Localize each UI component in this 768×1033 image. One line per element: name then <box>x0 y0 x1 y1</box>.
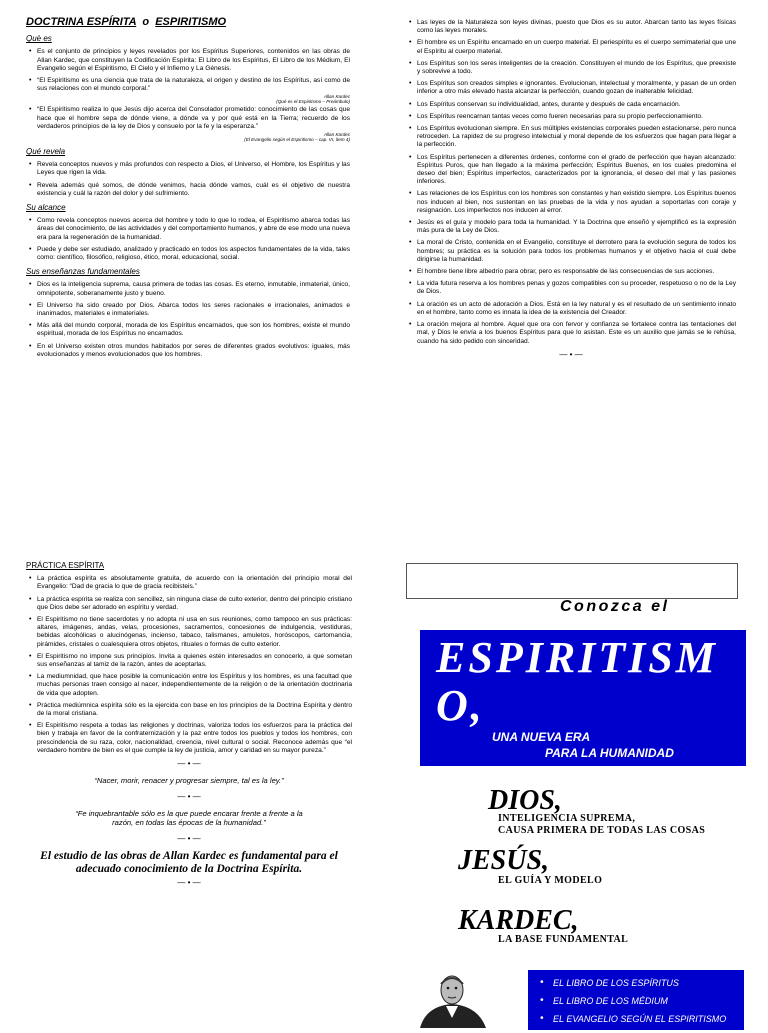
list-item: • Las leyes de la Naturaleza son leyes divinas, puesto que Dios es su autor. Abarcan tanto las leyes físicas como las leyes morales. <box>406 19 736 35</box>
book-item: • EL LIBRO DE LOS ESPÍRITUS <box>540 978 744 988</box>
list-item: • “El Espiritismo es una ciencia que trata de la naturaleza, el origen y destino de los Espíritus, así como de sus relaciones con el mundo corporal.” Allan Kardec (Qué es el Espiritismo – Preámbulo) <box>26 77 350 104</box>
reference-author: Allan Kardec <box>323 94 350 100</box>
heading-dios-sub1: INTELIGENCIA SUPREMA, <box>498 813 636 824</box>
list-item: • Los Espíritus conservan su individualidad, antes, durante y después de cada encarnación. <box>406 101 736 109</box>
list-ensenanzas-continued <box>406 19 736 346</box>
section-heading-que-es: Què es <box>26 34 52 44</box>
list-item: • Es el conjunto de principios y leyes revelados por los Espíritus Superiores, contenidos en las obras de Allan Kardec, que constituyen la Codificación Espírita: El Libro de los Espíritus, El Libro de los Médium, El Evangelio según el Espiritismo, El Cielo y el Infierno y La Génesis. <box>26 48 350 73</box>
heading-jesus: JESÚS, <box>458 845 550 876</box>
reference-author: Allan Kardec <box>323 132 350 138</box>
banner-title: ESPIRITISM O, <box>436 633 718 730</box>
list-item: • Los Espíritus pertenecen a diferentes órdenes, conforme con el grado de perfección que hayan alcanzado: Espíritus Puros, que han llegado a la máxima perfección; Espíritus Buenos, en los cuales predomina el deseo del bien; Espíritus imperfectos, caracterizados por la ignorancia, el deseo del mal y las pasiones inferiores. <box>406 154 736 187</box>
quote: “Nacer, morir, renacer y progresar siempre, tal es la ley.” <box>94 776 284 786</box>
separator: — • — <box>177 877 201 887</box>
list-item: • La mediumnidad, que hace posible la comunicación entre los Espíritus y los hombres, es una facultad que muchas personas traen consigo al nacer, independientemente de la religión o de la orientación doctrinaria de vida que adopten. <box>26 673 352 698</box>
heading-kardec-sub: LA BASE FUNDAMENTAL <box>498 934 629 945</box>
separator: — • — <box>559 349 583 359</box>
list-item: • El Espiritismo respeta a todas las religiones y doctrinas, valoriza todos los esfuerzos para la práctica del bien y trabaja en favor de la confraternización y la paz entre todos los pueblos y todos los hombres, con prescindencia de su raza, color, nacionalidad, creencia, nivel cultural o social. Reconoce además que “el verdadero hombre de bien es el que cumple la ley de justicia, amor y caridad en su mayor pureza.” <box>26 722 352 755</box>
list-item: • La práctica espírita es absolutamente gratuita, de acuerdo con la orientación del principio moral del Evangelio: “Dad de gracia lo que de gracia recibisteis.” <box>26 575 352 591</box>
separator: — • — <box>177 834 201 844</box>
book-item: • EL EVANGELIO SEGÚN EL ESPIRITISMO <box>540 1014 744 1024</box>
list-que-revela <box>26 161 350 198</box>
list-item: • Práctica mediúmnica espírita sólo es la ejercida con base en los principios de la Doctrina Espírita y dentro de la moral cristiana. <box>26 702 352 718</box>
reference-source: (El Evangelio según el Espiritismo – cap. VI, ítem 4) <box>244 137 350 143</box>
list-item: • La moral de Cristo, contenida en el Evangelio, constituye el derrotero para la evolución segura de todos los hombres; su práctica es la solución para todos los problemas humanos y el objetivo hacia el cual debe dirigirse la humanidad. <box>406 239 736 264</box>
list-item: • Más allá del mundo corporal, morada de los Espíritus encarnados, que son los hombres, existe el mundo espiritual, morada de los Espíritus no encarnados. <box>26 322 350 338</box>
list-item: • “El Espiritismo realiza lo que Jesús dijo acerca del Consolador prometido: conocimiento de las cosas que hace que el hombre sepa de dónde viene, a dónde va y por qué está en la Tierra; recuerdo de los verdaderos principios de la ley de Dios y consuelo por la fe y la esperanza.” Allan Kardec (El Evangelio según el Espiritismo – cap. VI, ítem 4) <box>26 106 350 142</box>
books-list-panel <box>528 970 744 1030</box>
list-item: • Las relaciones de los Espíritus con los hombres son constantes y han existido siempre. Los Espíritus buenos nos inducen al bien, nos sustentan en las pruebas de la vida y nos ayudan a soportarlas con coraje y resignación. Los imperfectos nos inducen al error. <box>406 190 736 215</box>
list-que-es <box>26 48 350 142</box>
list-item: • Jesús es el guía y modelo para toda la humanidad. Y la Doctrina que enseñó y ejemplificó es la expresión más pura de la Ley de Dios. <box>406 219 736 235</box>
list-item: • Revela conceptos nuevos y más profundos con respecto a Dios, el Universo, el Hombre, los Espíritus y las Leyes que rigen la vida. <box>26 161 350 177</box>
list-item: • La vida futura reserva a los hombres penas y gozos compatibles con su proceder, respetuoso o no de la Ley de Dios. <box>406 280 736 296</box>
list-item: • Los Espíritus reencarnan tantas veces como fueren necesarias para su propio perfeccionamiento. <box>406 113 736 121</box>
heading-dios: DIOS, <box>488 785 562 816</box>
right-top-column <box>406 19 736 365</box>
list-item: • En el Universo existen otros mundos habitados por seres de diferentes grados evolutivos: iguales, más evolucionados y menos evolucionados que los hombres. <box>26 343 350 359</box>
list-item: • La oración mejora al hombre. Aquel que ora con fervor y confianza se fortalece contra las tentaciones del mal, y Dios le envía a los buenos Espíritus para que lo asistan. Este es un auxilio que jamás se le rehúsa, cuando ha sido pedido con sinceridad. <box>406 321 736 346</box>
heading-kardec: KARDEC, <box>458 905 579 936</box>
list-item: • Los Espíritus son creados simples e ignorantes. Evolucionan, intelectual y moralmente, y pasan de un orden inferior a otro más elevado hasta alcanzar la perfección, cuando gozan de inalterable felicidad. <box>406 80 736 96</box>
list-item: • Los Espíritus evolucionan siempre. En sus múltiples existencias corporales pueden estacionarse, pero nunca retroceden. La rapidez de su progreso intelectual y moral depende de los esfuerzos que hagan para llegar a la perfección. <box>406 125 736 150</box>
list-item: • El Universo ha sido creado por Dios. Abarca todos los seres racionales e irracionales, animados e inanimados, materiales e inmateriales. <box>26 302 350 318</box>
list-item: • El hombre tiene libre albedrío para obrar, pero es responsable de las consecuencias de sus acciones. <box>406 268 736 276</box>
title-banner <box>420 630 746 766</box>
banner-subtitle-2: PARA LA HUMANIDAD <box>545 746 674 760</box>
document-title: DOCTRINA ESPÍRITA o ESPIRITISMO <box>26 16 227 28</box>
list-item: • Revela además qué somos, de dónde venimos, hacia dónde vamos, cuál es el objetivo de nuestra existencia y cuál la razón del dolor y del sufrimiento. <box>26 182 350 198</box>
quote: “Fe inquebrantable sólo es la que puede encarar frente a frente a la razón, en todas las épocas de la humanidad.” <box>75 809 303 828</box>
cover-tagline: Conozca el <box>560 598 670 615</box>
list-su-alcance <box>26 217 350 262</box>
section-heading-ensenanzas: Sus enseñanzas fundamentales <box>26 267 140 277</box>
list-ensenanzas <box>26 281 350 359</box>
list-item: • Puede y debe ser estudiado, analizado y practicado en todos los aspectos fundamentales de la vida, tales como: científico, filosófico, religioso, ético, moral, educacional, social. <box>26 246 350 262</box>
section-heading-practica: PRÁCTICA ESPÍRITA <box>26 561 105 570</box>
left-bottom-column <box>26 562 352 893</box>
list-item: • Dios es la inteligencia suprema, causa primera de todas las cosas. Es eterno, inmutable, inmaterial, único, omnipotente, soberanamente justo y bueno. <box>26 281 350 297</box>
separator: — • — <box>177 792 201 802</box>
section-heading-su-alcance: Su alcance <box>26 203 66 213</box>
list-item: • Como revela conceptos nuevos acerca del hombre y todo lo que lo rodea, el Espiritismo abarca todas las áreas del conocimiento, de las actividades y del comportamiento humanos, y abre de ese modo una nueva era para la regeneración de la humanidad. <box>26 217 350 242</box>
heading-jesus-sub: EL GUÍA Y MODELO <box>498 875 603 886</box>
list-item: • El Espiritismo no tiene sacerdotes y no adopta ni usa en sus reuniones, como tampoco en sus prácticas: altares, imágenes, andas, velas, procesiones, sacramentos, concesiones de indulgencia, vestiduras, bebidas alcohólicas o alucinógenas, incienso, tabaco, talismanes, amuletos, horóscopos, cartomancia, pirámides, cristales o cualesquiera otros objetos, rituales o formas de culto exterior. <box>26 616 352 649</box>
banner-subtitle-1: UNA NUEVA ERA <box>492 730 591 744</box>
separator: — • — <box>177 759 201 769</box>
heading-dios-sub2: CAUSA PRIMERA DE TODAS LAS COSAS <box>498 825 706 836</box>
left-top-column <box>26 18 350 363</box>
list-practica <box>26 575 352 755</box>
blank-frame <box>406 563 738 599</box>
list-item: • La práctica espírita se realiza con sencillez, sin ninguna clase de culto exterior, dentro del principio cristiano que Dios debe ser adorado en espíritu y verdad. <box>26 596 352 612</box>
list-item: • El Espiritismo no impone sus principios. Invita a quienes estén interesados en conocerlo, a que sometan sus enseñanzas al tamiz de la razón, antes de aceptarlas. <box>26 653 352 669</box>
section-heading-que-revela: Qué revela <box>26 147 66 157</box>
reference-source: (Qué es el Espiritismo – Preámbulo) <box>276 99 350 105</box>
list-item: • El hombre es un Espíritu encarnado en un cuerpo material. El periespíritu es el cuerpo semimaterial que une el Espíritu al cuerpo material. <box>406 39 736 55</box>
closing-statement: El estudio de las obras de Allan Kardec es fundamental para el adecuado conocimiento de la Doctrina Espírita. <box>40 849 338 875</box>
list-item: • La oración es un acto de adoración a Dios. Está en la ley natural y es el resultado de un sentimiento innato en el hombre, tanto como es innata la idea de la existencia del Creador. <box>406 301 736 317</box>
book-item: • EL LIBRO DE LOS MÉDIUM <box>540 996 744 1006</box>
books-list <box>528 970 744 1024</box>
kardec-portrait-image <box>414 968 518 1028</box>
list-item: • Los Espíritus son los seres inteligentes de la creación. Constituyen el mundo de los Espíritus, que preexiste y sobrevive a todo. <box>406 60 736 76</box>
